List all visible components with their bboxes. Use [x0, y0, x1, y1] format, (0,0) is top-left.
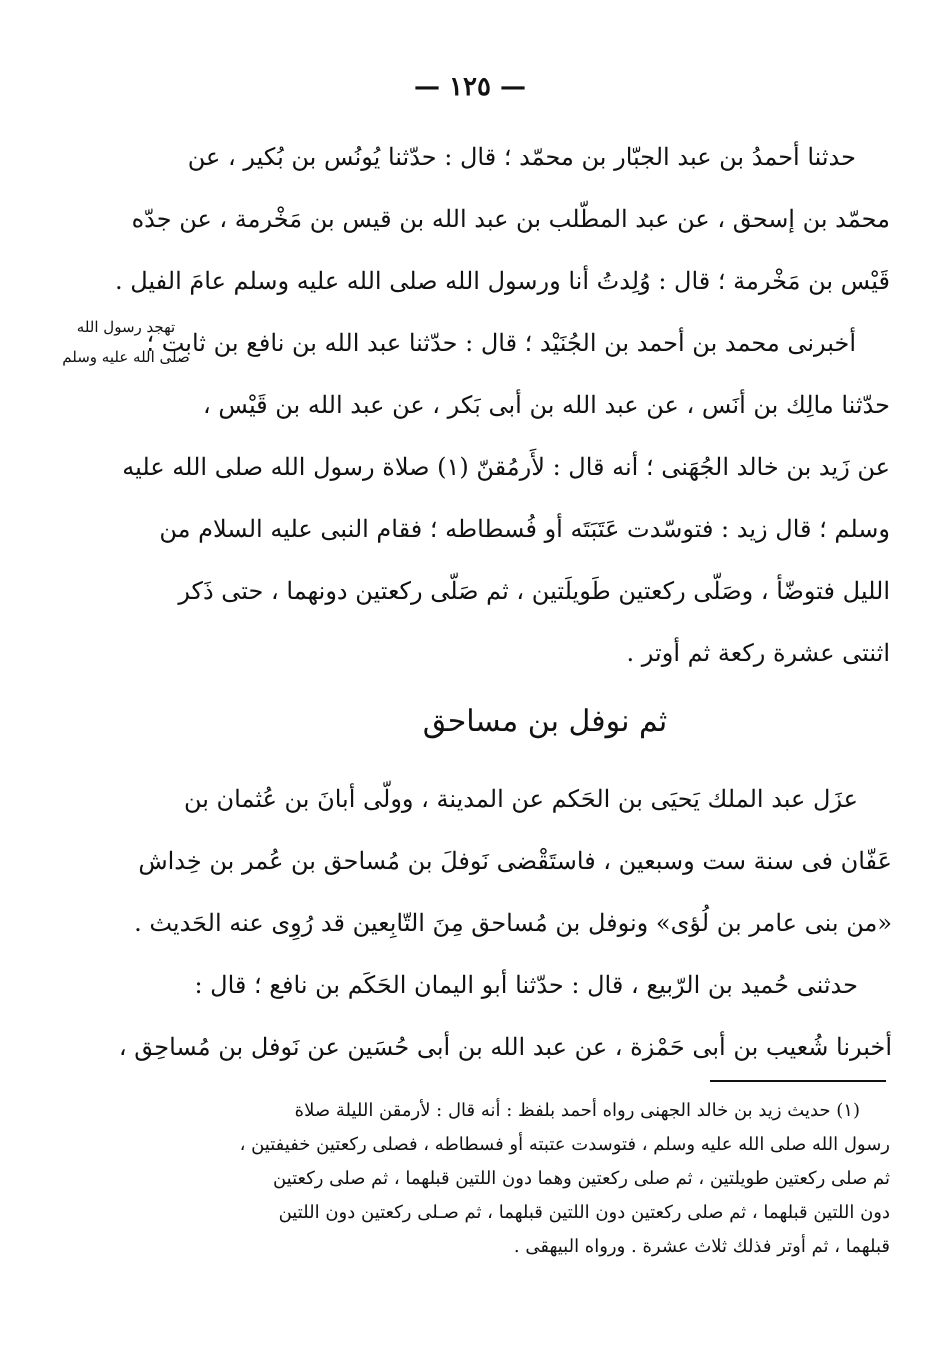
text-line: قَيْس بن مَخْرمة ؛ قال : وُلِدتُ أنا ورسول الله صلى الله عليه وسلم عامَ الفيل .	[114, 267, 890, 295]
text-line: اثنتى عشرة ركعة ثم أوتر .	[626, 639, 890, 667]
text-line: محمّد بن إسحق ، عن عبد المطّلب بن عبد الله بن قيس بن مَخْرمة ، عن جدّه	[131, 205, 890, 233]
text-line: حدثنا أحمدُ بن عبد الجبّار بن محمّد ؛ قال : حدّثنا يُونُس بن بُكير ، عن	[187, 143, 856, 171]
main-text-block	[118, 768, 892, 1078]
text-line: الليل فتوضّأ ، وصَلّى ركعتين طَويلَتين ، ثم صَلّى ركعتين دونهما ، حتى ذَكر	[178, 577, 890, 605]
section-heading: ثم نوفل بن مساحق	[422, 704, 668, 739]
footnote-line: (١) حديث زيد بن خالد الجهنى رواه أحمد بلفظ : أنه قال : لأرمقن الليلة صلاة	[294, 1100, 860, 1121]
footnote-divider	[710, 1080, 886, 1082]
text-line: عن زَيد بن خالد الجُهَنى ؛ أنه قال : لأَرمُقنّ (١) صلاة رسول الله صلى الله عليه	[122, 453, 890, 481]
text-line: عَفّان فى سنة ست وسبعين ، فاستَقْضى نَوفلَ بن مُساحق بن عُمر بن خِداش	[138, 847, 892, 875]
text-line: حدثنى حُميد بن الرّبيع ، قال : حدّثنا أبو اليمان الحَكَم بن نافع ؛ قال :	[194, 971, 858, 999]
margin-note-line: صلى الله عليه وسلم	[62, 348, 190, 366]
footnote-line: ثم صلى ركعتين طويلتين ، ثم صلى ركعتين وهما دون اللتين قبلهما ، ثم صلى ركعتين	[272, 1168, 890, 1189]
text-line: أخبرنى محمد بن أحمد بن الجُنَيْد ؛ قال : حدّثنا عبد الله بن نافع بن ثابت ؛	[146, 329, 856, 357]
margin-note-line: تهجد رسول الله	[76, 318, 176, 336]
text-line: وسلم ؛ قال زيد : فتوسّدت عَتَبَتَه أو فُسطاطه ؛ فقام النبى عليه السلام من	[159, 515, 890, 543]
footnote-line: قبلهما ، ثم أوتر فذلك ثلاث عشرة . ورواه البيهقى .	[513, 1236, 890, 1257]
text-line: «من بنى عامر بن لُؤى» ونوفل بن مُساحق مِنَ التّابِعين قد رُوِى عنه الحَديث .	[134, 909, 892, 937]
text-line: أخبرنا شُعيب بن أبى حَمْزة ، عن عبد الله بن أبى حُسَين عن نَوفل بن مُساحِق ،	[118, 1033, 892, 1061]
page-number: — ١٢٥ —	[413, 72, 527, 102]
footnote	[196, 1094, 890, 1264]
text-line: عزَل عبد الملك يَحيَى بن الحَكم عن المدينة ، وولّى أبانَ بن عُثمان بن	[183, 785, 858, 813]
footnote-line: رسول الله صلى الله عليه وسلم ، فتوسدت عتبته أو فسطاطه ، فصلى ركعتين خفيفتين ،	[239, 1134, 890, 1155]
text-line: حدّثنا مالِك بن أنَس ، عن عبد الله بن أبى بَكر ، عن عبد الله بن قَيْس ،	[202, 391, 890, 419]
footnote-line: دون اللتين قبلهما ، ثم صلى ركعتين دون اللتين قبلهما ، ثم صـلى ركعتين دون اللتين	[278, 1202, 890, 1223]
